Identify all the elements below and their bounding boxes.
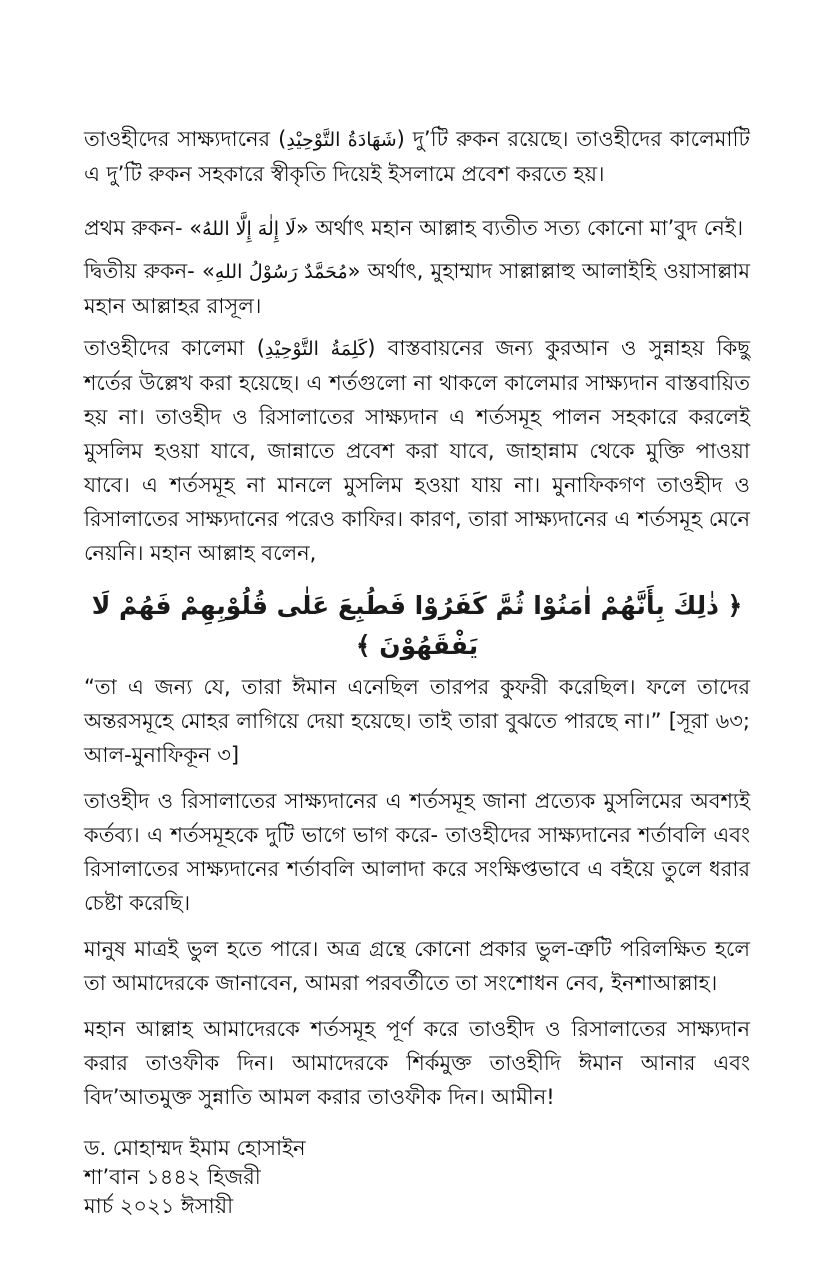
gregorian-date: মার্চ ২০২১ ঈসায়ী — [84, 1194, 234, 1218]
paragraph-shahadah-pillars — [84, 122, 750, 191]
paragraph-errors-note: মানুষ মাত্রই ভুল হতে পারে। অত্র গ্রন্থে কোনো প্রকার ভুল-ত্রুটি পরিলক্ষিত হলে তা আমাদেরকে জানাবেন, আমরা পরবর্তীতে তা সংশোধন নেব, ইনশাআল্লাহ। — [84, 937, 750, 995]
text-segment: তাওহীদের সাক্ষ্যদানের ( — [84, 127, 287, 151]
document-page — [84, 122, 750, 1221]
text-segment: তাওহীদের কালেমা ( — [84, 336, 265, 360]
text-segment: » অর্থাৎ, মুহাম্মাদ সাল্লাল্লাহু আলাইহি ওয়াসাল্লাম মহান আল্লাহর রাসূল। — [84, 259, 750, 318]
paragraph-second-pillar — [84, 254, 750, 323]
quran-verse: ﴿ ذٰلِكَ بِأَنَّهُمْ اٰمَنُوْا ثُمَّ كَفَرُوْا فَطُبِعَ عَلٰى قُلُوْبِهِمْ فَهُمْ لَا يَفْقَهُوْنَ ﴾ — [91, 591, 743, 660]
text-segment: » অর্থাৎ মহান আল্লাহ ব্যতীত সত্য কোনো মা’বুদ নেই। — [295, 216, 744, 240]
paragraph-closing-prayer: মহান আল্লাহ আমাদেরকে শর্তসমূহ পূর্ণ করে তাওহীদ ও রিসালাতের সাক্ষ্যদান করার তাওফীক দিন। আমাদেরকে শির্কমুক্ত তাওহীদি ঈমান আনার এবং বিদ’আতমুক্ত সুন্নাতি আমল করার তাওফীক দিন। আমীন! — [84, 1017, 750, 1109]
arabic-term-kalimat-tawhid: كَلِمَةُ التَّوْحِيْدِ — [264, 338, 368, 360]
text-segment: ) বাস্তবায়নের জন্য কুরআন ও সুন্নাহয় কিছু শর্তের উল্লেখ করা হয়েছে। এ শর্তগুলো না থাকলে কালেমার সাক্ষ্যদান বাস্তবায়িত হয় না। তাওহীদ ও রিসালাতের সাক্ষ্যদান এ শর্তসমূহ পালন সহকারে করলেই মুসলিম হওয়া যাবে, জান্নাতে প্রবেশ করা যাবে, জাহান্নাম থেকে মুক্তি পাওয়া যাবে। এ শর্তসমূহ না মানলে মুসলিম হওয়া যায় না। মুনাফিকগণ তাওহীদ ও রিসালাতের সাক্ষ্যদানের পরেও কাফির। কারণ, তারা সাক্ষ্যদানের এ শর্তসমূহ মেনে নেয়নি। মহান আল্লাহ বলেন, — [84, 336, 750, 565]
text-segment: প্রথম রুকন- « — [84, 216, 203, 240]
hijri-date: শা’বান ১৪৪২ হিজরী — [84, 1165, 261, 1189]
arabic-term-shahadat-tawhid: شَهَادَةُ التَّوْحِيْدِ — [286, 129, 397, 151]
signature-block — [84, 1134, 750, 1221]
arabic-muhammad-rasulullah: مُحَمَّدٌ رَسُوْلُ اللهِ — [214, 261, 348, 283]
arabic-la-ilaha-illallah: لَا إِلٰهَ إِلَّا اللهُ — [202, 218, 296, 240]
author-name: ড. মোহাম্মদ ইমাম হোসাইন — [84, 1136, 306, 1160]
text-segment: ) দু’টি রুকন রয়েছে। তাওহীদের কালেমাটি এ দু’টি রুকন সহকারে স্বীকৃতি দিয়েই ইসলামে প্রবেশ করতে হয়। — [84, 127, 750, 186]
paragraph-conditions-intro — [84, 331, 750, 570]
paragraph-book-purpose: তাওহীদ ও রিসালাতের সাক্ষ্যদানের এ শর্তসমূহ জানা প্রত্যেক মুসলিমের অবশ্যই কর্তব্য। এ শর্তসমূহকে দুটি ভাগে ভাগ করে- তাওহীদের সাক্ষ্যদানের শর্তাবলি এবং রিসালাতের সাক্ষ্যদানের শর্তাবলি আলাদা করে সংক্ষিপ্তভাবে এ বইয়ে তুলে ধরার চেষ্টা করেছি। — [84, 789, 750, 915]
paragraph-first-pillar — [84, 211, 750, 246]
text-segment: দ্বিতীয় রুকন- « — [84, 259, 215, 283]
verse-translation: “তা এ জন্য যে, তারা ঈমান এনেছিল তারপর কুফরী করেছিল। ফলে তাদের অন্তরসমূহে মোহর লাগিয়ে দেয়া হয়েছে। তাই তারা বুঝতে পারছে না।” [সূরা ৬৩; আল-মুনাফিকূন ৩] — [84, 675, 750, 767]
